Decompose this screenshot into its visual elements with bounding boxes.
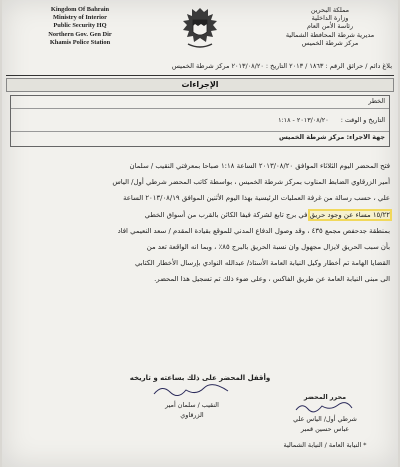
section-title: الإجراءات [6, 78, 394, 92]
officer-surname: الزرقاوي [180, 411, 204, 419]
ar-line-5: مركز شرطة الخميس [301, 38, 359, 47]
ar-line-2: وزارة الداخلية [311, 14, 349, 23]
box-row-danger [11, 96, 389, 109]
body-line-4-rest: في برج تابع لشركة فيفا الكائن بالقرب من أسواق الخطي [144, 210, 308, 219]
procedure-box [10, 95, 390, 147]
body-line-1: فتح المحضر اليوم الثلاثاء الموافق ٢٠١٣/٠٨/٢٠ الساعة ١:١٨ صباحا بمعرفتي النقيب / سلمان [129, 162, 390, 170]
ar-line-3: رئاسة الأمن العام [306, 22, 354, 31]
body-line-2: أمير الزرقاوي الضابط المناوب بمركز شرطة الخميس ، بواسطة كاتب المحضر شرطي أول/ الياس [112, 178, 390, 187]
officer-signature-icon [152, 382, 232, 400]
writer-name: شرطي أول/ الياس علي [293, 415, 357, 423]
body-line-5: بمنطقة جدحفص مجمع ٤٣٥ ، وقد وصول الدفاع المدني للموقع بقيادة المقدم / سعد النعيمي افاد [117, 226, 390, 235]
en-line-4: Northern Gov. Gen Dir [48, 30, 112, 38]
writer-signature-block [270, 392, 380, 450]
body-line-8: الى مبنى النيابة العامة عن طريق الفاكس ، وعلى ضوء ذلك تم تسجيل هذا المحضر. [154, 275, 390, 284]
danger-label: الخطر [368, 97, 385, 105]
highlighted-fire-report: ١٥/٢٢ مساء عن وجود حريق [309, 210, 390, 219]
ar-line-4: مديرية شرطة المحافظة الشمالية [285, 30, 375, 39]
en-line-3: Public Security HQ [53, 22, 107, 30]
datetime-value: ٢٠١٣/٠٨/٢٠ - ١:١٨ [278, 116, 329, 124]
closing-statement: وأقفل المحضر على ذلك بساعته و تاريخه [129, 374, 271, 382]
report-body [10, 158, 390, 288]
letterhead-english [10, 6, 150, 47]
en-line-5: Khamis Police Station [49, 38, 111, 46]
writer-signature-icon [294, 400, 354, 414]
en-line-1: Kingdom Of Bahrain [50, 6, 110, 13]
body-line-6: بأن سبب الحريق لايزال مجهول وان نسبة الحريق بالبرج ٨٥٪ ، وبما انه الواقعة تعد من [146, 243, 390, 252]
body-line-3: علي ، حسب رسالة من غرفة العمليات الرئيسية بهذا اليوم الأثنين الموافق ٢٠١٣/٠٨/١٩ الساعة [123, 194, 390, 203]
en-line-2: Ministry of Interior [53, 14, 107, 22]
datetime-label: التاريخ و الوقت : [340, 116, 385, 124]
body-line-4 [10, 207, 390, 223]
writer-second-name: عباس حسين قمبر [300, 425, 350, 433]
divider [6, 75, 394, 76]
box-row-authority [11, 132, 389, 145]
letterhead-arabic [270, 6, 390, 47]
recipient-note: * النيابة العامة / النيابة الشمالية [283, 441, 367, 449]
authority-text: جهة الاجراء: مركز شرطة الخميس [278, 133, 385, 141]
box-row-datetime [11, 109, 389, 132]
reference-row: بلاغ دائم / حرائق الرقم : ١٨٦٣ / ٢٠١٣ التاريخ : ٢٠١٣/٠٨/٢٠ مركز شرطة الخميس [171, 62, 392, 70]
body-line-7: القضايا الهامة تم أخطار وكيل النيابة العامة الأستاذ/ عبدالله النوادي بإرسال الأخطار الكتابي [134, 259, 390, 268]
document-page [2, 0, 398, 467]
writer-title: محرر المحضر [303, 393, 347, 401]
bahrain-emblem-icon [180, 6, 220, 50]
officer-name: النقيب / سلمان أمير [165, 401, 219, 409]
letterhead [2, 6, 398, 54]
officer-signature-block [132, 392, 252, 420]
ar-line-1: مملكة البحرين [310, 6, 350, 14]
